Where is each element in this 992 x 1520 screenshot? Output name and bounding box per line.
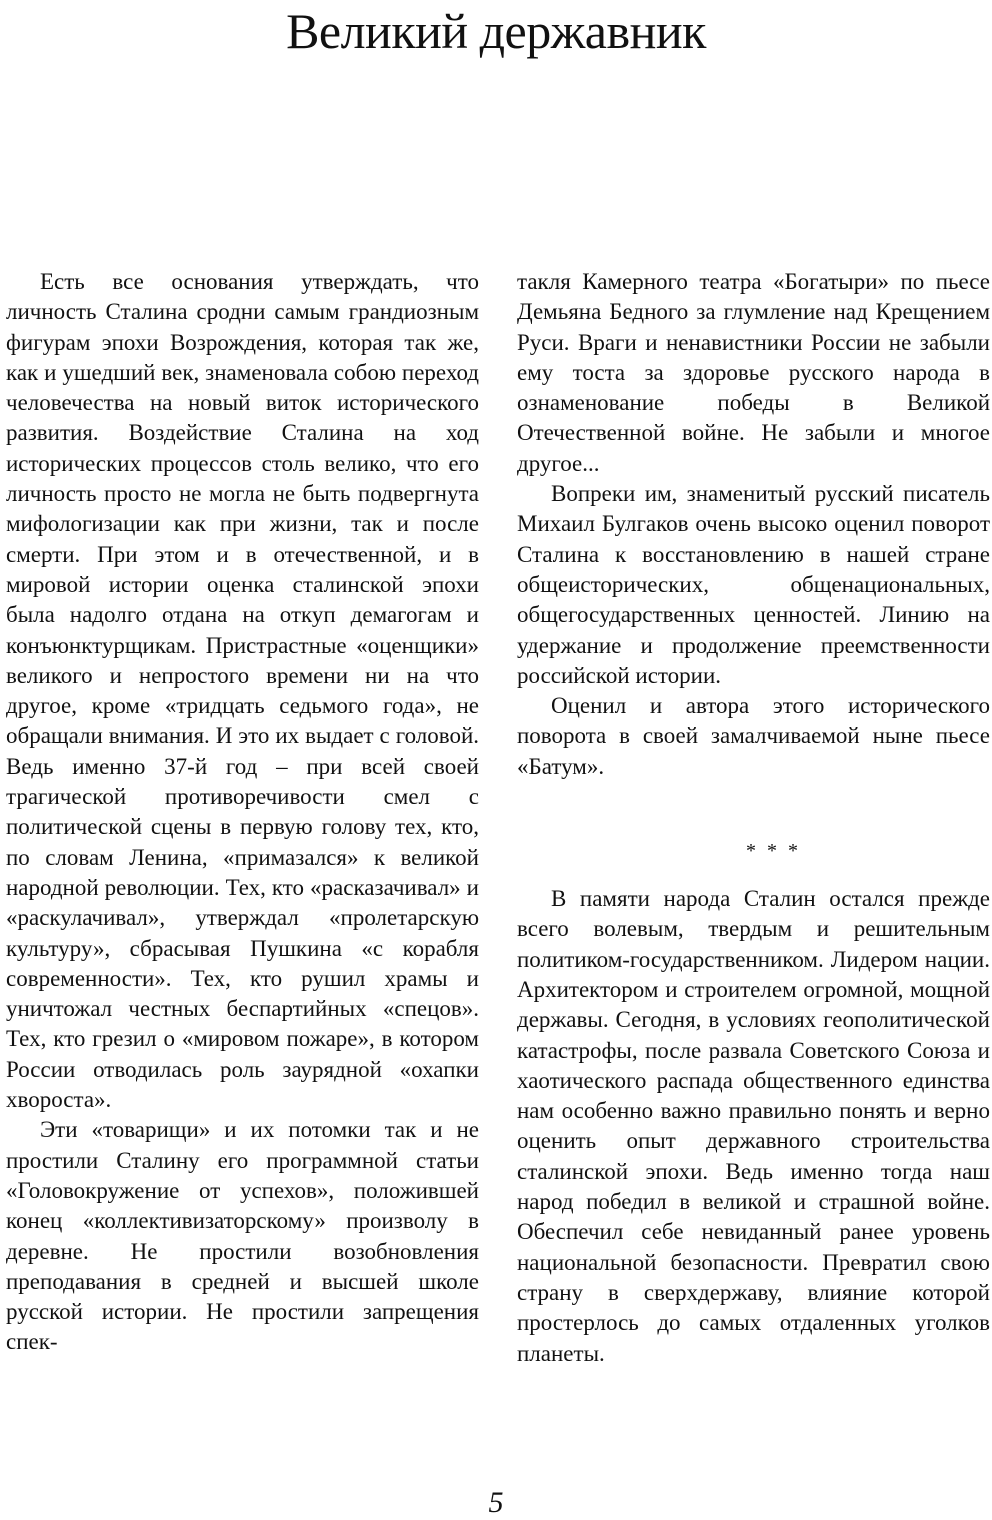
paragraph: Оценил и автора этого исторического поворота в своей замалчиваемой ныне пьесе «Батум». [517,693,990,779]
paragraph: Есть все основания утверждать, что личность Сталина сродни самым грандиозным фигурам эпохи Возрождения, которая так же, как и ушедший век, знаменовала собою переход человечества на новый виток исторического развития. Воздействие Сталина на ход исторических процессов столь велико, что его личность просто не могла не быть подвергнута мифологизации как при жизни, так и после смерти. При этом и в отечественной, и в мировой истории оценка сталинской эпохи была надолго отдана на откуп демагогам и конъюнктурщикам. Пристрастные «оценщики» великого и непростого времени ни на что другое, кроме «тридцать седьмого года», не обращали внимания. И это их выдает с головой. Ведь именно 37-й год – при всей своей трагической противоречивости смел с политической сцены в первую голову тех, кто, по словам Ленина, «примазался» к великой народной революции. Тех, кто «расказачивал» и «раскулачивал», утверждал «пролетарскую культуру», сбрасывая Пушкина «с корабля современности». Тех, кто рушил храмы и уничтожал честных беспартийных «спецов». Тех, кто грезил о «мировом пожаре», в котором России отводилась роль заурядной «охапки хвороста». [6,269,479,1113]
section-separator: * * * [746,840,801,863]
left-column [6,267,479,1358]
page-title: Великий державник [286,3,706,59]
paragraph: Эти «товарищи» и их потомки так и не простили Сталину его программной статьи «Головокружение от успехов», положившей конец «коллективизаторскому» произволу в деревне. Не простили возобновления преподавания в средней и высшей школе русской истории. Не простили запрещения спек- [6,1117,479,1355]
page-number: 5 [488,1486,504,1519]
paragraph: В памяти народа Сталин остался прежде всего волевым, твердым и решительным политиком-государственником. Лидером нации. Архитектором и строителем огромной, мощной державы. Сегодня, в условиях геополитической катастрофы, после развала Советского Союза и хаотического распада общественного единства нам особенно важно правильно понять и верно оценить опыт державного строительства сталинской эпохи. Ведь именно тогда наш народ победил в великой и страшной войне. Обеспечил себе невиданный ранее уровень национальной безопасности. Превратил свою страну в сверхдержаву, влияние которой простерлось до самых отдаленных уголков планеты. [517,886,990,1366]
paragraph-continuation: такля Камерного театра «Богатыри» по пьесе Демьяна Бедного за глумление над Крещением Руси. Враги и ненавистники России не забыли ему тоста за здоровье русского народа в ознаменование победы в Великой Отечественной войне. Не забыли и многое другое... [517,269,990,476]
right-column [517,267,990,1369]
paragraph: Вопреки им, знаменитый русский писатель Михаил Булгаков очень высоко оценил поворот Сталина к восстановлению в нашей стране общеисторических, общенациональных, общегосударственных ценностей. Линию на удержание и продолжение преемственности российской истории. [517,481,990,688]
